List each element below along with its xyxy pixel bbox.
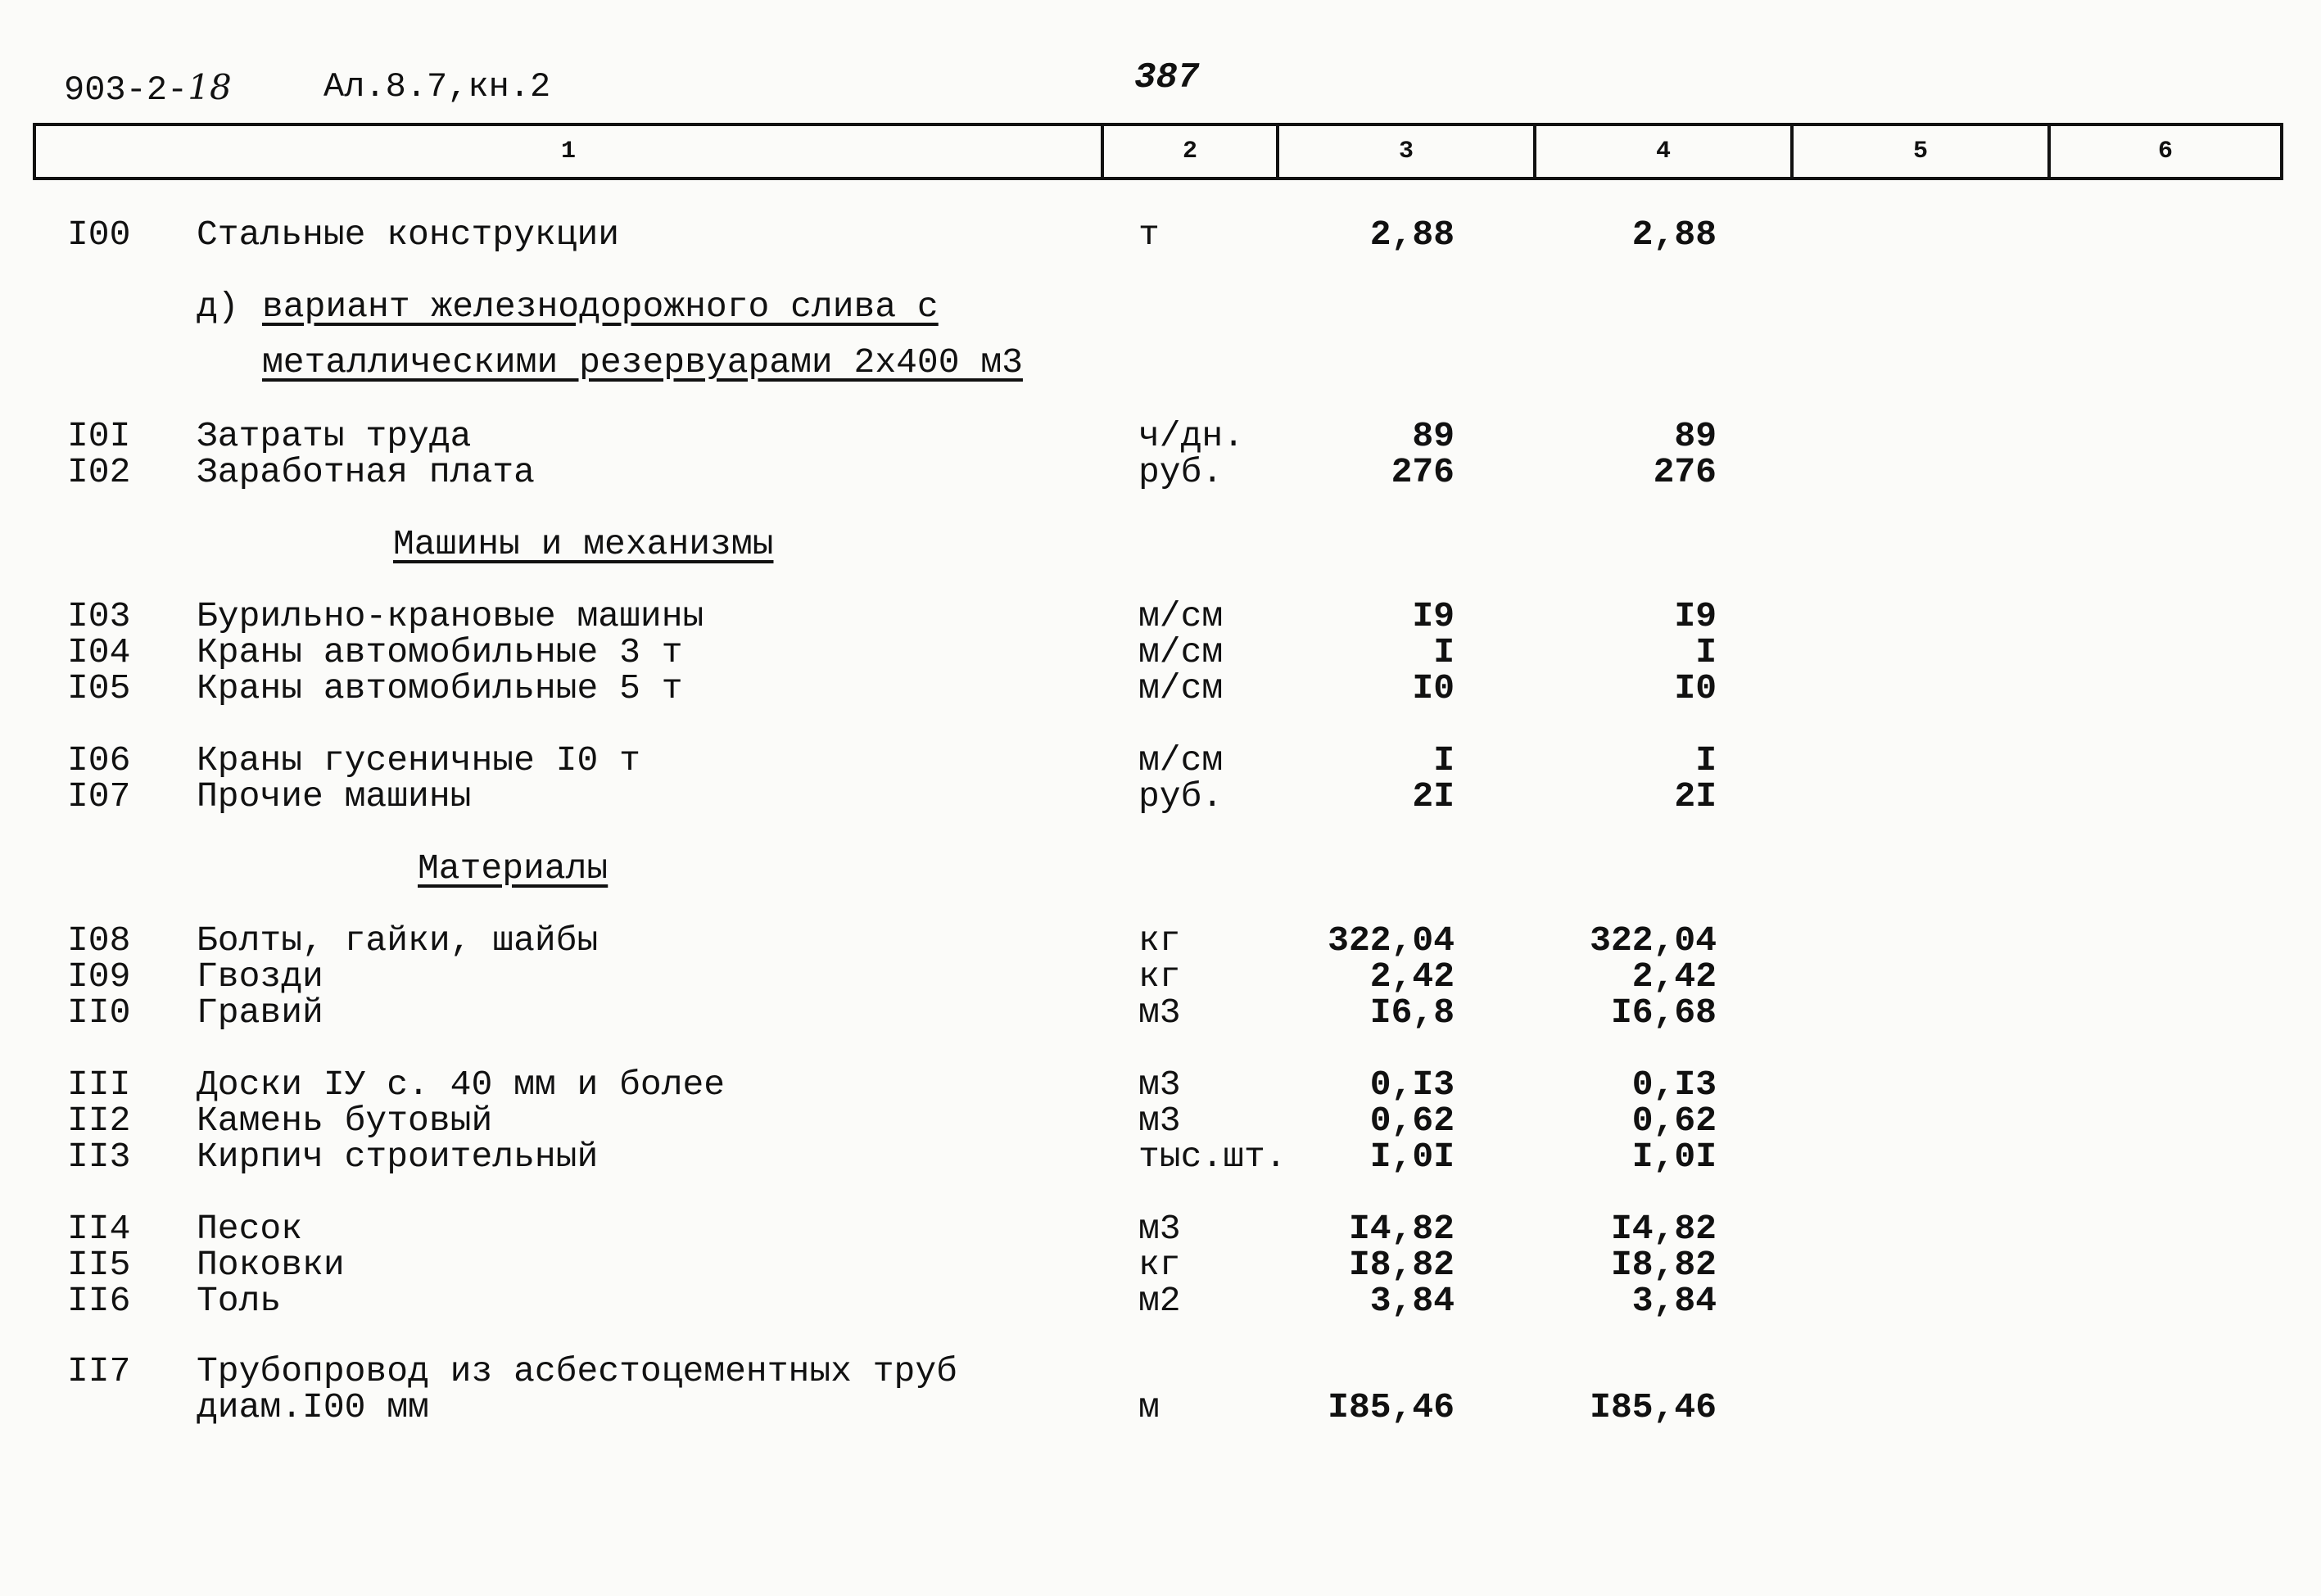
row-name: Доски IУ с. 40 мм и более xyxy=(197,1065,726,1105)
row-value-col3: I xyxy=(1433,632,1455,672)
row-value-col3: I85,46 xyxy=(1328,1387,1455,1427)
column-header-5: 5 xyxy=(1912,138,1928,165)
album-reference: Ал.8.7,кн.2 xyxy=(323,67,551,106)
row-value-col4: I xyxy=(1695,740,1717,780)
row-name: Краны автомобильные 5 т xyxy=(197,668,683,708)
row-number: I06 xyxy=(67,740,131,780)
row-number: I04 xyxy=(67,632,131,672)
row-unit: кг xyxy=(1138,1245,1181,1285)
row-unit: ч/дн. xyxy=(1138,416,1245,456)
row-name: Трубопровод из асбестоцементных труб xyxy=(197,1351,957,1391)
column-header-4: 4 xyxy=(1655,138,1671,165)
row-number: I09 xyxy=(67,956,131,997)
row-number: III xyxy=(67,1065,131,1105)
row-name-continuation: диам.I00 мм xyxy=(197,1387,429,1427)
row-name: Краны гусеничные I0 т xyxy=(197,740,640,780)
column-header-row xyxy=(33,123,2283,180)
row-number: II3 xyxy=(67,1137,131,1177)
column-header-6: 6 xyxy=(2157,138,2173,165)
row-value-col3: 2I xyxy=(1412,776,1455,816)
row-value-col3: I8,82 xyxy=(1348,1245,1455,1285)
row-unit: м/см xyxy=(1138,632,1224,672)
row-number: II7 xyxy=(67,1351,131,1391)
row-unit: т xyxy=(1138,215,1160,255)
row-value-col4: I xyxy=(1695,632,1717,672)
row-value-col4: I,0I xyxy=(1631,1137,1717,1177)
row-unit: кг xyxy=(1138,956,1181,997)
row-value-col3: I4,82 xyxy=(1348,1209,1455,1249)
row-value-col3: 3,84 xyxy=(1369,1281,1455,1321)
row-value-col3: 89 xyxy=(1412,416,1455,456)
row-number: I00 xyxy=(67,215,131,255)
row-name: Бурильно-крановые машины xyxy=(197,596,704,636)
row-value-col4: 0,I3 xyxy=(1631,1065,1717,1105)
row-value-col4: 0,62 xyxy=(1631,1101,1717,1141)
row-name: Прочие машины xyxy=(197,776,472,816)
row-number: II4 xyxy=(67,1209,131,1249)
row-number: I07 xyxy=(67,776,131,816)
section-heading-materials: Материалы xyxy=(418,848,609,888)
row-unit: м/см xyxy=(1138,596,1224,636)
row-number: II0 xyxy=(67,992,131,1033)
row-unit: м3 xyxy=(1138,1209,1181,1249)
row-unit: руб. xyxy=(1138,452,1224,492)
row-value-col3: 0,I3 xyxy=(1369,1065,1455,1105)
row-number: II5 xyxy=(67,1245,131,1285)
section-heading-machines: Машины и механизмы xyxy=(393,524,774,564)
page-number: 387 xyxy=(1134,57,1200,98)
subsection-letter: д) xyxy=(197,287,239,327)
row-name: Стальные конструкции xyxy=(197,215,620,255)
row-name: Поковки xyxy=(197,1245,345,1285)
row-value-col4: 322,04 xyxy=(1590,920,1717,961)
row-unit: м2 xyxy=(1138,1281,1181,1321)
row-unit: м xyxy=(1138,1387,1160,1427)
row-name: Песок xyxy=(197,1209,303,1249)
row-name: Кирпич строительный xyxy=(197,1137,599,1177)
row-number: I05 xyxy=(67,668,131,708)
row-value-col3: 2,42 xyxy=(1369,956,1455,997)
row-name: Камень бутовый xyxy=(197,1101,493,1141)
row-unit: м3 xyxy=(1138,1101,1181,1141)
column-header-2: 2 xyxy=(1182,138,1197,165)
column-header-1: 1 xyxy=(560,138,576,165)
row-number: I08 xyxy=(67,920,131,961)
document-code: 903-2-18 xyxy=(64,67,232,110)
row-value-col4: I8,82 xyxy=(1610,1245,1717,1285)
row-name: Гвозди xyxy=(197,956,323,997)
row-value-col4: I6,68 xyxy=(1610,992,1717,1033)
row-name: Гравий xyxy=(197,992,323,1033)
row-value-col4: I4,82 xyxy=(1610,1209,1717,1249)
row-unit: м/см xyxy=(1138,668,1224,708)
row-unit: м/см xyxy=(1138,740,1224,780)
row-number: II2 xyxy=(67,1101,131,1141)
row-unit: кг xyxy=(1138,920,1181,961)
row-value-col4: 2I xyxy=(1674,776,1717,816)
row-unit: м3 xyxy=(1138,1065,1181,1105)
row-unit: руб. xyxy=(1138,776,1224,816)
row-value-col4: 2,88 xyxy=(1631,215,1717,255)
row-number: I03 xyxy=(67,596,131,636)
row-name: Толь xyxy=(197,1281,282,1321)
row-value-col3: 0,62 xyxy=(1369,1101,1455,1141)
row-name: Затраты труда xyxy=(197,416,472,456)
row-value-col3: 322,04 xyxy=(1328,920,1455,961)
row-value-col4: I85,46 xyxy=(1590,1387,1717,1427)
row-value-col4: 276 xyxy=(1653,452,1717,492)
row-value-col3: I xyxy=(1433,740,1455,780)
row-value-col3: I9 xyxy=(1412,596,1455,636)
row-value-col3: I,0I xyxy=(1369,1137,1455,1177)
row-value-col4: 2,42 xyxy=(1631,956,1717,997)
row-value-col3: 276 xyxy=(1391,452,1455,492)
row-unit: тыс.шт. xyxy=(1138,1137,1287,1177)
row-name: Болты, гайки, шайбы xyxy=(197,920,599,961)
row-value-col4: I0 xyxy=(1674,668,1717,708)
row-value-col3: I0 xyxy=(1412,668,1455,708)
row-value-col3: 2,88 xyxy=(1369,215,1455,255)
subsection-title-line1: вариант железнодорожного слива с xyxy=(262,287,939,327)
row-name: Краны автомобильные 3 т xyxy=(197,632,683,672)
row-name: Заработная плата xyxy=(197,452,535,492)
row-value-col3: I6,8 xyxy=(1369,992,1455,1033)
row-number: I02 xyxy=(67,452,131,492)
row-number: I0I xyxy=(67,416,131,456)
subsection-title-line2: металлическими резервуарами 2х400 м3 xyxy=(262,342,1023,382)
column-header-3: 3 xyxy=(1398,138,1414,165)
row-number: II6 xyxy=(67,1281,131,1321)
row-value-col4: 89 xyxy=(1674,416,1717,456)
row-value-col4: 3,84 xyxy=(1631,1281,1717,1321)
row-unit: м3 xyxy=(1138,992,1181,1033)
row-value-col4: I9 xyxy=(1674,596,1717,636)
